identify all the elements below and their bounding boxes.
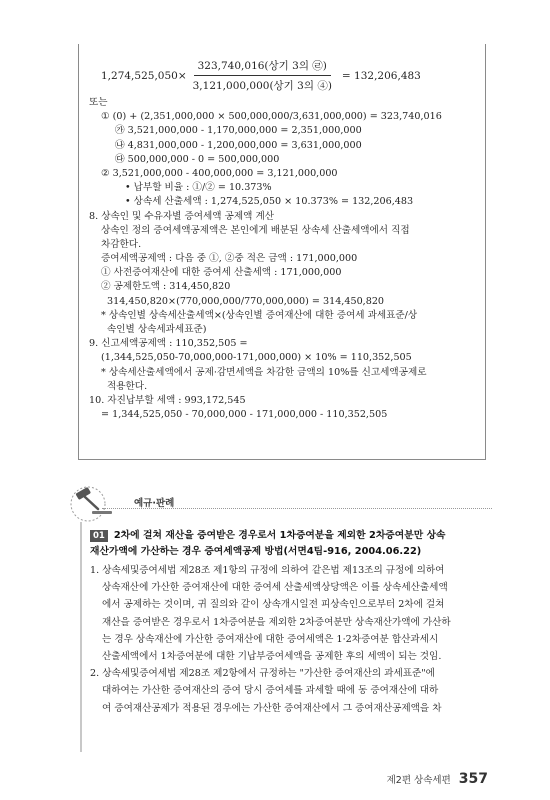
section-label: 예규·판례 [134,498,175,509]
formula-rhs: = 132,206,483 [341,69,421,82]
text-line: 는 경우 상속재산에 가산한 증여재산에 대한 증여세액은 1·2차증여분 합산과세시 [102,633,439,645]
formula-lhs: 1,274,525,050× [101,69,187,82]
text-line: 에서 공제하는 것이며, 귀 질의와 같이 상속개시일전 피상속인으로부터 2차에 걸쳐 [102,599,445,611]
footer-part-label: 제2편 상속세편 [386,775,451,786]
text-line: ② 3,521,000,000 - 400,000,000 = 3,121,000,000 [101,167,338,179]
gavel-icon [62,482,132,522]
text-line: ㉰ 500,000,000 - 0 = 500,000,000 [115,153,280,165]
fraction [189,58,336,93]
text-line: 상속재산에 가산한 증여재산에 대한 증여세 산출세액상당액은 이를 상속세산출세액 [102,582,448,594]
text-line: 산출세액에서 1차증여분에 대한 기납부증여세액을 공제한 후의 세액이 되는 것임. [102,650,442,662]
page-number: 357 [458,771,488,787]
text-line: 또는 [89,97,108,108]
text-line: 상속인 정의 증여세액공제액은 본인에게 배분된 상속세 산출세액에서 직접 [101,224,410,236]
text-line: 차감한다. [101,238,142,250]
text-line: ② 공제한도액 : 314,450,820 [101,281,231,293]
text-line: 2. 상속세및증여세법 제28조 제2항에서 규정하는 "가산한 증여재산의 과세표준"에 [90,668,435,680]
fraction-formula [101,58,421,93]
case-title [90,528,490,560]
text-line: ㉮ 3,521,000,000 - 1,170,000,000 = 2,351,000,000 [115,125,362,137]
text-line: * 상속인별 상속세산출세액×(상속인별 증여재산에 대한 증여세 과세표준/상 [101,309,418,321]
text-line: 9. 신고세액공제액 : 110,352,505 = [89,338,248,350]
text-line: • 납부할 비율 : ①/② = 10.373% [89,181,479,195]
case-title-line1: 2차에 걸쳐 재산을 증여받은 경우로서 1차증여분을 제외한 2차증여분만 상속 [113,530,446,541]
fraction-denominator: 3,121,000,000(상기 3의 ④) [192,80,332,92]
page-footer [387,771,488,787]
case-title-line2: 재산가액에 가산하는 경우 증여세액공제 방법(서면4팀-916, 2004.06.22) [90,546,422,557]
text-line: 8. 상속인 및 수유자별 증여세액 공제액 계산 [89,210,274,222]
case-number-badge: 01 [90,530,108,542]
calculation-lines [89,96,479,422]
text-line: 314,450,820×(770,000,000/770,000,000) = 314,450,820 [107,295,385,307]
text-line: (1,344,525,050-70,000,000-171,000,000) × 10% = 110,352,505 [101,352,412,364]
text-line: 증여세액공제액 : 다음 중 ①, ②중 적은 금액 : 171,000,000 [101,253,358,265]
text-line: ① 사전증여재산에 대한 증여세 산출세액 : 171,000,000 [101,267,342,279]
text-line: 10. 자진납부할 세액 : 993,172,545 [89,394,246,406]
text-line: • 상속세 산출세액 : 1,274,525,050 × 10.373% = 132,206,483 [89,195,479,209]
text-line: 재산을 증여받은 경우로서 1차증여분을 제외한 2차증여분만 상속재산가액에 가산하 [102,616,451,628]
text-line: 속인별 상속세과세표준) [107,324,207,335]
calculation-box [78,44,486,460]
section-divider [102,508,492,509]
text-line: 여 증여재산공제가 적용된 경우에는 가산한 증여재산에서 그 증여재산공제액을 차 [102,702,442,714]
text-line: * 상속세산출세액에서 공제·감면세액을 차감한 금액의 10%를 신고세액공제로 [101,366,427,378]
fraction-numerator: 323,740,016(상기 3의 ㉣) [194,58,331,76]
section-header [62,482,492,522]
case-body [90,562,490,717]
text-line: = 1,344,525,050 - 70,000,000 - 171,000,000 - 110,352,505 [101,409,388,421]
text-line: ① (0) + (2,351,000,000 × 500,000,000/3,631,000,000) = 323,740,016 [101,111,442,123]
text-line: 적용한다. [107,380,148,392]
text-line: 대하여는 가산한 증여재산의 증여 당시 증여세를 과세할 때에 동 증여재산에 대하 [102,685,439,697]
text-line: 1. 상속세및증여세법 제28조 제1항의 규정에 의하여 같은법 제13조의 규정에 의하여 [90,565,445,576]
sidebar-rule [80,522,82,752]
text-line: ㉯ 4,831,000,000 - 1,200,000,000 = 3,631,000,000 [115,139,362,151]
